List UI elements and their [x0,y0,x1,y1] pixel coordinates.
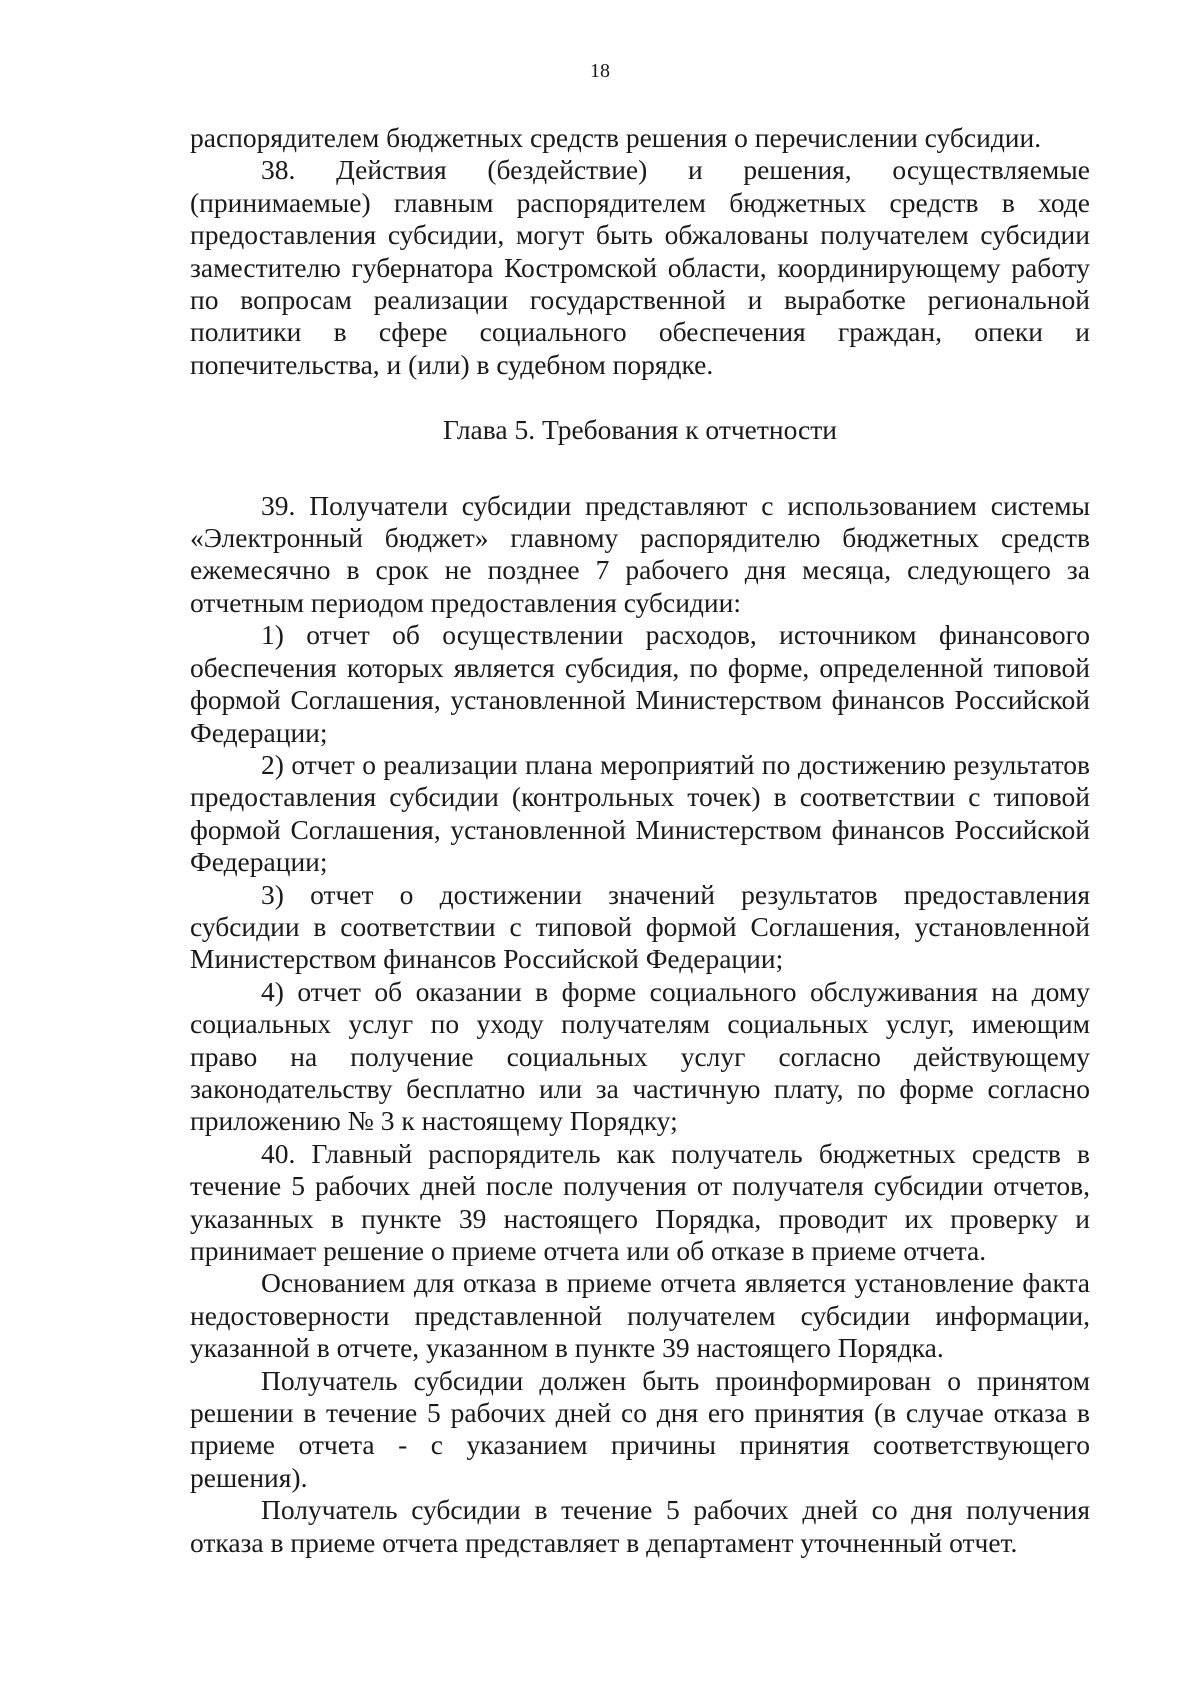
chapter-title: Глава 5. Требования к отчетности [443,414,837,446]
paragraph-39: 39. Получатели субсидии представляют с использованием системы «Электронный бюджет» главному распорядителю бюджетных средств ежемесячно в срок не позднее 7 рабочего дня месяца, следующего за отчетным периодом предоставления субсидии: [190,489,1090,618]
document-body [190,122,1090,1559]
paragraph-40-notification: Получатель субсидии должен быть проинформирован о принятом решении в течение 5 рабочих дней со дня его принятия (в случае отказа в приеме отчета - с указанием причины принятия соответствующего решения). [190,1364,1090,1493]
paragraph-continuation: распорядителем бюджетных средств решения о перечислении субсидии. [190,122,1042,153]
paragraph-38: 38. Действия (бездействие) и решения, осуществляемые (принимаемые) главным распорядителем бюджетных средств в ходе предоставления субсидии, могут быть обжалованы получателем субсидии заместителю губернатора Костромской области, координирующему работу по вопросам реализации государственной и выработке региональной политики в сфере социального обеспечения граждан, опеки и попечительства, и (или) в судебном порядке. [190,154,1090,380]
paragraph-39-item-1: 1) отчет об осуществлении расходов, источником финансового обеспечения которых является субсидия, по форме, определенной типовой формой Соглашения, установленной Министерством финансов Российской Федерации; [190,619,1090,748]
paragraph-39-item-3: 3) отчет о достижении значений результатов предоставления субсидии в соответствии с типовой формой Соглашения, установленной Министерством финансов Российской Федерации; [190,878,1090,975]
paragraph-39-item-4: 4) отчет об оказании в форме социального обслуживания на дому социальных услуг по уходу получателям социальных услуг, имеющим право на получение социальных услуг согласно действующему законодательству бесплатно или за частичную плату, по форме согласно приложению № 3 к настоящему Порядку; [190,975,1090,1137]
page-number: 18 [590,60,610,82]
paragraph-40-refusal-basis: Основанием для отказа в приеме отчета является установление факта недостоверности представленной получателем субсидии информации, указанной в отчете, указанном в пункте 39 настоящего Порядка. [190,1267,1090,1364]
paragraph-40-corrected-report: Получатель субсидии в течение 5 рабочих дней со дня получения отказа в приеме отчета представляет в департамент уточненный отчет. [190,1494,1090,1558]
paragraph-39-item-2: 2) отчет о реализации плана мероприятий по достижению результатов предоставления субсидии (контрольных точек) в соответствии с типовой формой Соглашения, установленной Министерством финансов Российской Федерации; [190,748,1090,878]
paragraph-40: 40. Главный распорядитель как получатель бюджетных средств в течение 5 рабочих дней после получения от получателя субсидии отчетов, указанных в пункте 39 настоящего Порядка, проводит их проверку и принимает решение о приеме отчета или об отказе в приеме отчета. [190,1137,1090,1266]
